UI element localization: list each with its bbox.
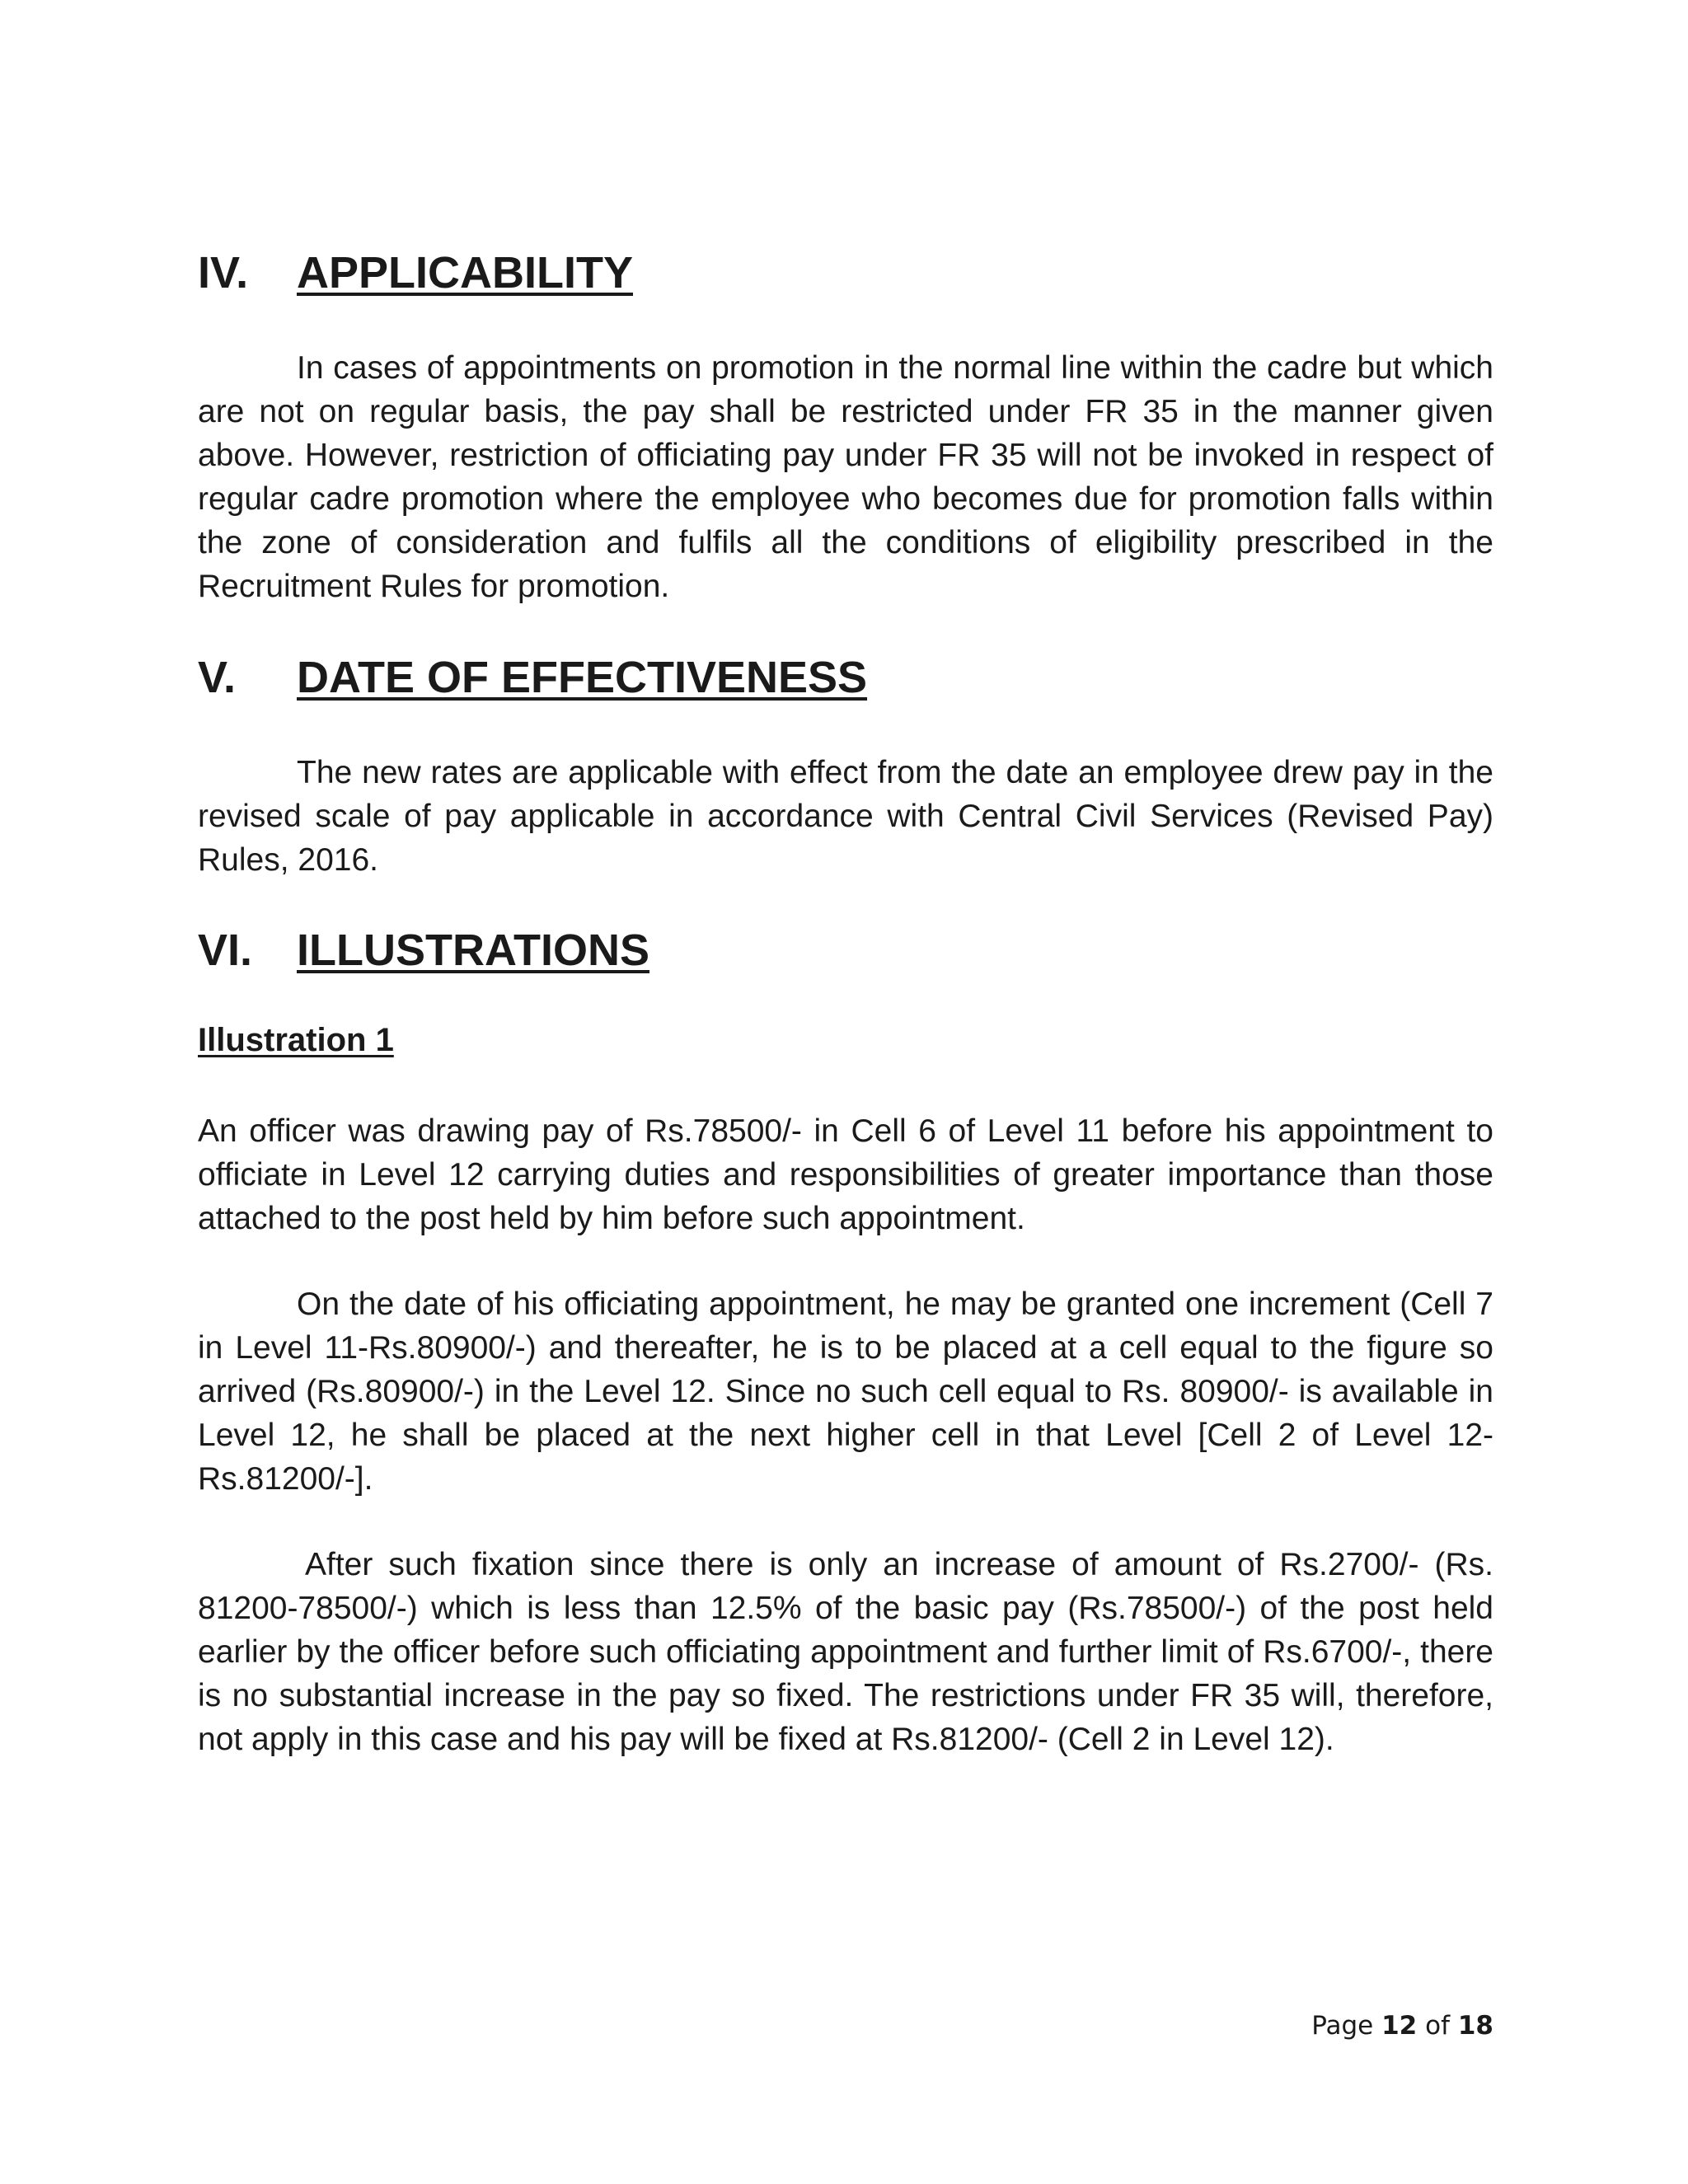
of-label: of — [1425, 2011, 1450, 2041]
page-total: 18 — [1457, 2011, 1493, 2041]
section-number: IV. — [198, 248, 249, 298]
page-number-footer — [1311, 2011, 1493, 2041]
section-number: V. — [198, 653, 237, 702]
illustration-subheading: Illustration 1 — [198, 1022, 394, 1058]
effectiveness-paragraph: The new rates are applicable with effect from the date an employee drew pay in the revised scale of pay applicable in accordance with Central Civil Services (Revised Pay) Rules, 2016. — [198, 755, 1493, 878]
section-heading-illustrations — [198, 926, 649, 975]
illustration-paragraph-2: On the date of his officiating appointment, he may be granted one increment (Cell 7 in Level 11-Rs.80900/-) and thereafter, he is to be placed at a cell equal to the figure so arrived (Rs.80900/-) in the Level 12. Since no such cell equal to Rs. 80900/- is available in Level 12, he shall be placed at the next higher cell in that Level [Cell 2 of Level 12- Rs.81200/-]. — [198, 1286, 1493, 1497]
page-current: 12 — [1381, 2011, 1418, 2041]
illustration-paragraph-3: After such fixation since there is only an increase of amount of Rs.2700/- (Rs. 81200-78500/-) which is less than 12.5% of the basic pay (Rs.78500/-) of the post held earlier by the officer before such officiating appointment and further limit of Rs.6700/-, there is no substantial increase in the pay so fixed. The restrictions under FR 35 will, therefore, not apply in this case and his pay will be fixed at Rs.81200/- (Cell 2 in Level 12). — [198, 1547, 1493, 1757]
section-heading-effectiveness — [198, 655, 867, 700]
section-title: APPLICABILITY — [297, 248, 634, 298]
illustration-paragraph-1: An officer was drawing pay of Rs.78500/- in Cell 6 of Level 11 before his appointment to officiate in Level 12 carrying duties and responsibilities of greater importance than those attached to the post held by him before such appointment. — [198, 1113, 1493, 1236]
section-title: DATE OF EFFECTIVENESS — [297, 653, 868, 702]
section-heading-applicability — [198, 248, 634, 298]
section-title: ILLUSTRATIONS — [297, 926, 649, 975]
applicability-paragraph: In cases of appointments on promotion in the normal line within the cadre but which are not on regular basis, the pay shall be restricted under FR 35 in the manner given above. However, restriction of officiating pay under FR 35 will not be invoked in respect of regular cadre promotion where the employee who becomes due for promotion falls within the zone of consideration and fulfils all the conditions of eligibility prescribed in the Recruitment Rules for promotion. — [198, 350, 1493, 604]
page-label: Page — [1311, 2011, 1374, 2041]
section-number: VI. — [198, 926, 253, 975]
